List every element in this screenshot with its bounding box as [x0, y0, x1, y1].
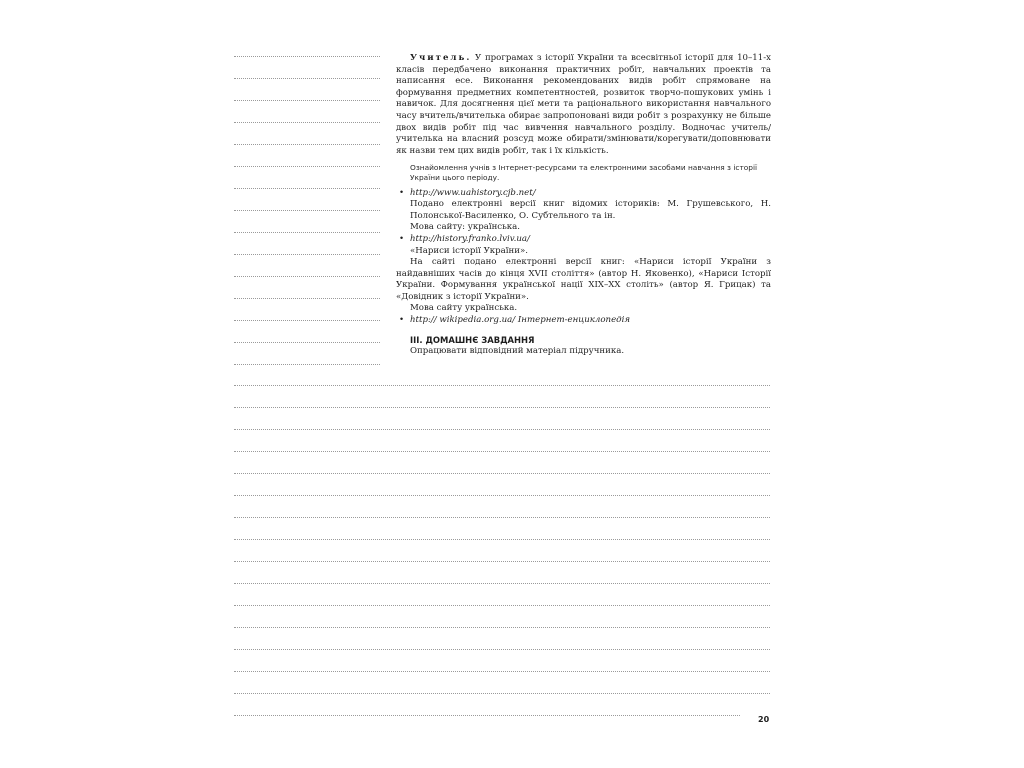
note-line — [234, 385, 770, 386]
resources-note: Ознайомлення учнів з Інтернет-ресурсами та електронними засобами навчання з історії України цього періоду. — [410, 163, 758, 182]
note-line — [234, 605, 770, 606]
note-line — [234, 78, 380, 79]
note-line — [234, 166, 380, 167]
note-line — [234, 715, 740, 716]
resource-link[interactable]: http://history.franko.lviv.ua/ — [410, 233, 530, 244]
resource-item — [396, 188, 771, 200]
notes-lines — [234, 385, 770, 725]
homework-heading: III. ДОМАШНЄ ЗАВДАННЯ — [410, 334, 535, 345]
resource-description: Подано електронні версії книг відомих істориків: М. Грушевського, Н. Полонської-Василенко, О. Субтельного та ін. — [410, 199, 771, 221]
resource-link[interactable]: http://www.uahistory.cjb.net/ — [410, 187, 536, 198]
note-line — [234, 451, 770, 452]
speaker-label: Учитель. — [410, 53, 472, 63]
bullet-icon: • — [399, 233, 405, 244]
note-line — [234, 122, 380, 123]
note-line — [234, 517, 770, 518]
note-line — [234, 210, 380, 211]
homework-text: Опрацювати відповідний матеріал підручника. — [410, 345, 625, 356]
notes-margin-lines — [234, 56, 380, 370]
note-line — [234, 627, 770, 628]
note-line — [234, 693, 770, 694]
note-line — [234, 144, 380, 145]
note-line — [234, 254, 380, 255]
note-line — [234, 429, 770, 430]
resource-language: Мова сайту українська. — [410, 303, 518, 314]
note-line — [234, 561, 770, 562]
resource-language: Мова сайту: українська. — [410, 222, 521, 233]
resource-item — [396, 234, 771, 246]
resource-title: «Нариси історії України». — [410, 245, 528, 256]
note-line — [234, 473, 770, 474]
resource-description: На сайті подано електронні версії книг: «Нариси історії України з найдавніших часів до кінця XVII століття» (автор Н. Яковенко), «Нариси Історії України. Формування української нації XIX–XX століть» (автор Я. Грицак) та «Довідник з історії України». — [396, 257, 771, 302]
page-number: 20 — [758, 715, 770, 724]
note-line — [234, 232, 380, 233]
note-line — [234, 276, 380, 277]
main-text-column — [396, 53, 771, 357]
note-line — [234, 649, 770, 650]
resource-item — [396, 315, 771, 327]
note-line — [234, 56, 380, 57]
note-line — [234, 188, 380, 189]
note-line — [234, 495, 770, 496]
note-line — [234, 671, 770, 672]
note-line — [234, 342, 380, 343]
resource-link[interactable]: http:// wikipedia.org.ua/ Інтернет-енциклопедія — [410, 315, 631, 326]
note-line — [234, 298, 380, 299]
note-line — [234, 407, 770, 408]
bullet-icon: • — [399, 187, 405, 198]
note-line — [234, 539, 770, 540]
note-line — [234, 364, 380, 365]
bullet-icon: • — [399, 315, 405, 326]
note-line — [234, 320, 380, 321]
intro-text: У програмах з історії України та всесвітньої історії для 10–11-х класів передбачено виконання практичних робіт, навчальних проектів та написання есе. Виконання рекомендованих видів робіт спрямоване на формування предметних компетентностей, розвиток творчо-пошукових умінь і навичок. Для досягнення цієї мети та раціонального використання навчального часу вчитель/вчителька обирає запропоновані види робіт з розрахунку не більше двох видів робіт під час вивчення навчального розділу. Водночас учитель/учителька на власний розсуд може обирати/змінювати/корегувати/доповнювати як назви тем цих видів робіт, так і їх кількість. — [396, 53, 771, 156]
note-line — [234, 100, 380, 101]
intro-paragraph — [396, 53, 771, 157]
note-line — [234, 583, 770, 584]
